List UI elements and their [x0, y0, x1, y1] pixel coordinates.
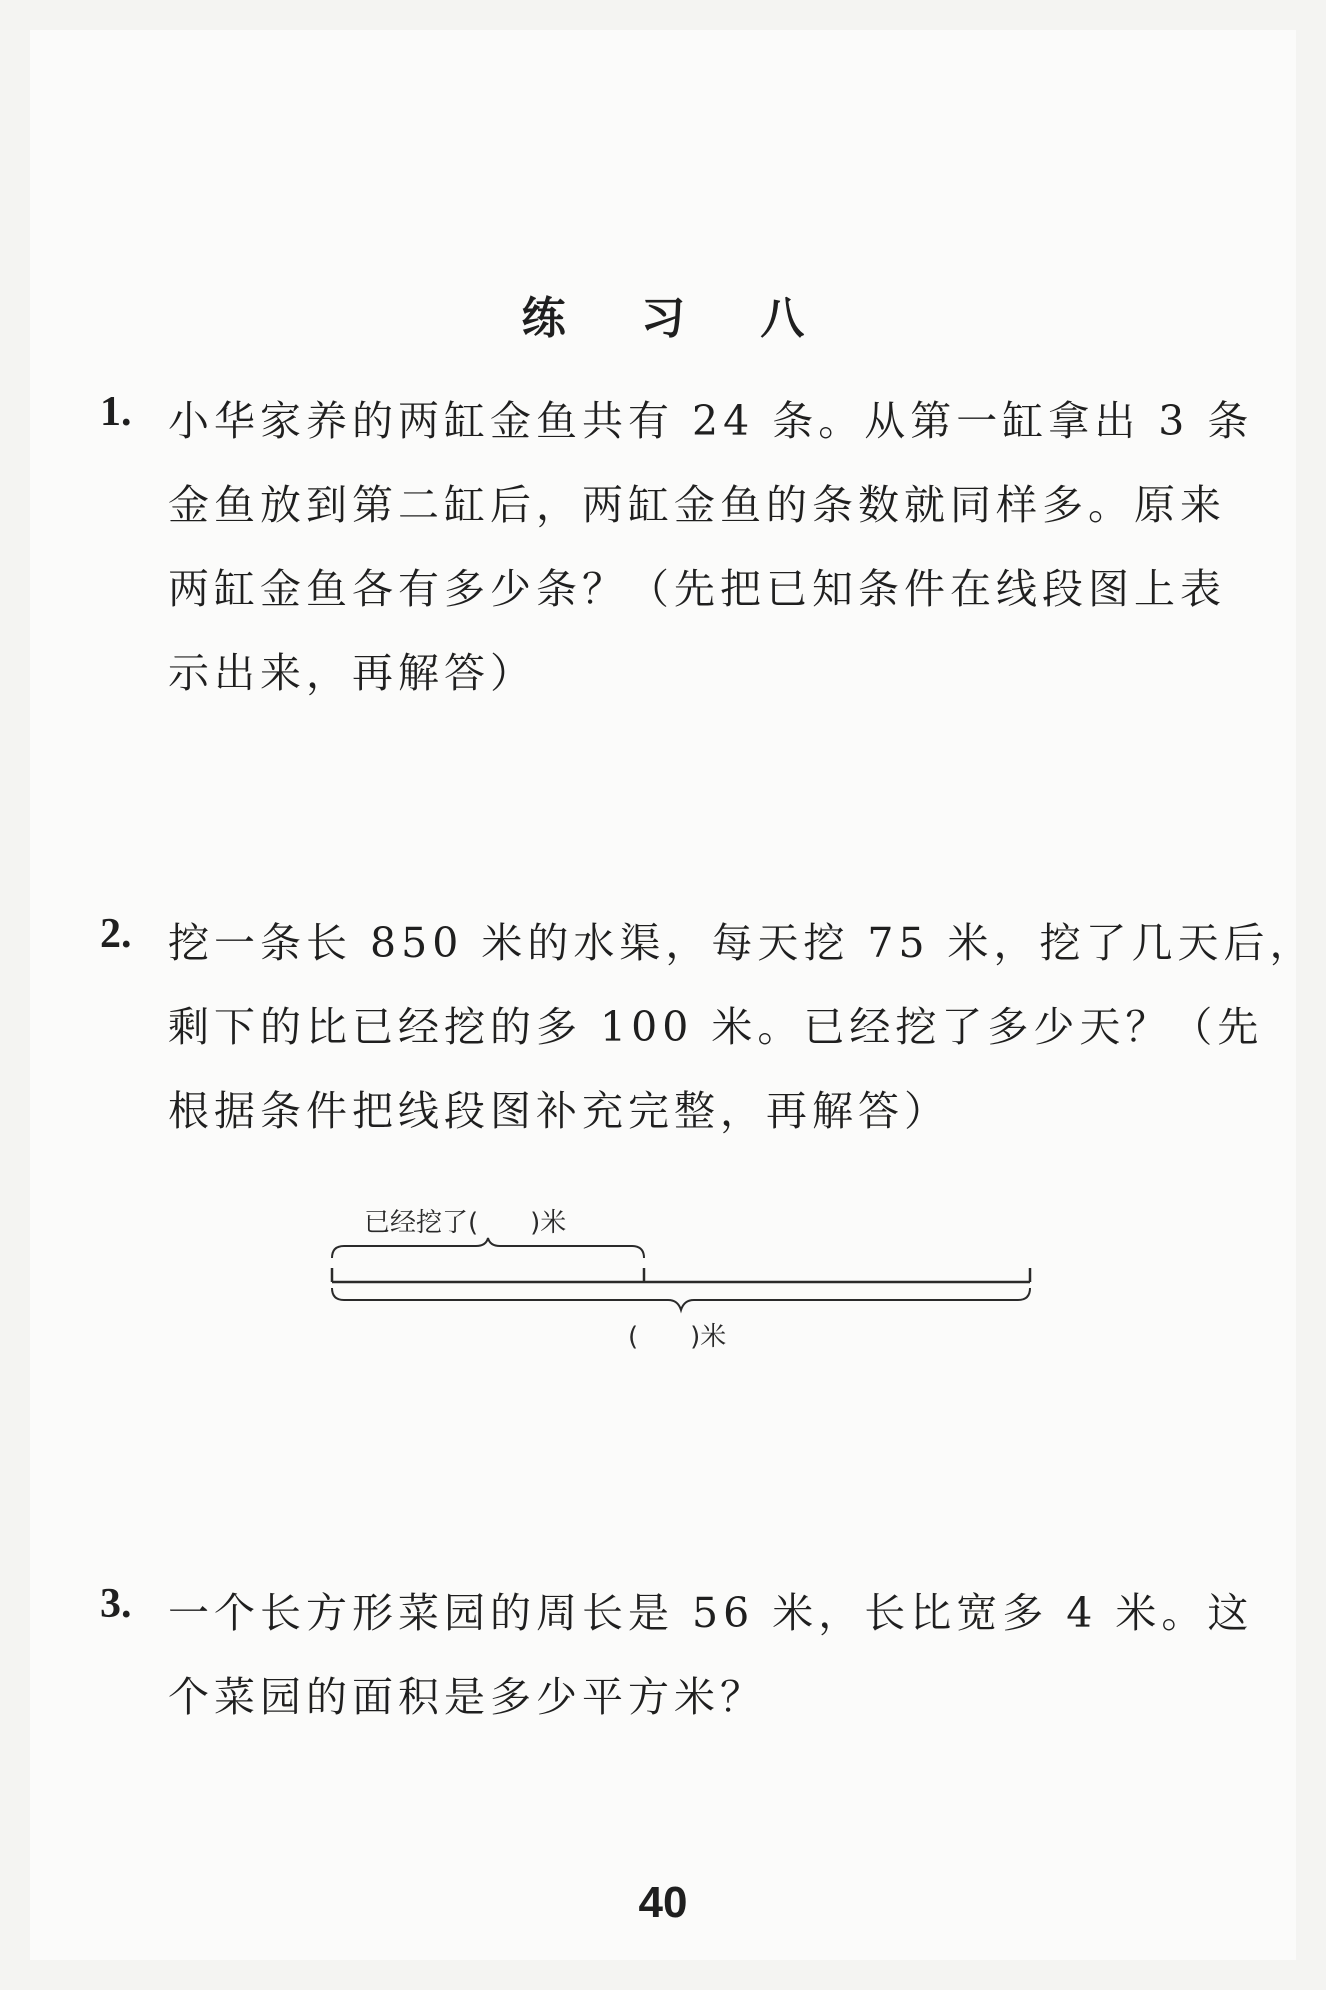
problem-text-line: 剩下的比已经挖的多 100 米。已经挖了多少天？（先: [168, 1003, 1264, 1051]
problem-number: 2.: [100, 911, 132, 957]
problem-text-line: 金鱼放到第二缸后，两缸金鱼的条数就同样多。原来: [168, 481, 1226, 529]
problem-number: 3.: [100, 1581, 132, 1627]
page-number: 40: [638, 1878, 688, 1927]
problem-text-line: 两缸金鱼各有多少条？（先把已知条件在线段图上表: [168, 565, 1226, 613]
problem-text-line: 个菜园的面积是多少平方米？: [168, 1673, 766, 1721]
problem-text-line: 挖一条长 850 米的水渠，每天挖 75 米，挖了几天后，: [168, 919, 1316, 967]
page-title: 练 习 八: [521, 293, 835, 344]
bottom-brace-label: ( )米: [628, 1322, 727, 1352]
problem-text-line: 根据条件把线段图补充完整，再解答）: [168, 1087, 950, 1135]
line-segment-diagram: [330, 1190, 1050, 1360]
problem-text-line: 小华家养的两缸金鱼共有 24 条。从第一缸拿出 3 条: [168, 397, 1254, 445]
top-brace: [332, 1238, 644, 1258]
problem-text-line: 一个长方形菜园的周长是 56 米，长比宽多 4 米。这: [168, 1589, 1254, 1637]
top-brace-label: 已经挖了( )米: [364, 1208, 567, 1238]
problem-text-line: 示出来，再解答）: [168, 649, 536, 697]
page: [30, 30, 1316, 1960]
bottom-brace: [332, 1288, 1030, 1310]
problem-number: 1.: [100, 389, 132, 435]
